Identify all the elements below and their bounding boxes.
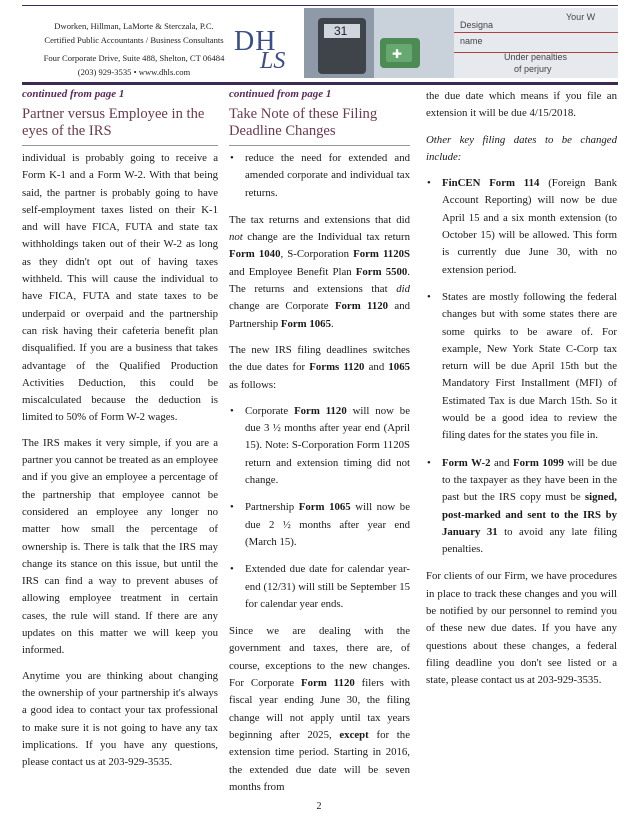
logo-top-letters: DH xyxy=(234,26,277,57)
firm-address: Four Corporate Drive, Suite 488, Shelton, CT 06484 xyxy=(43,53,225,64)
list-item: • States are mostly following the federal changes but with some states there are some quirks to be aware of. For example, New York State C-Corp tax return will be due April 15th but the Mandatory First Installment (MFI) of Estimated Tax is due March 15th. So it would be a good idea to review the filing dates for the states you file in. xyxy=(426,289,617,445)
bullet-list xyxy=(229,403,410,613)
article-title: Take Note of these Filing Deadline Changes xyxy=(229,106,378,139)
list-item: • Extended due date for calendar year-end (12/31) will still be September 15 for calendar year ends. xyxy=(229,561,410,613)
list-item: • FinCEN Form 114 (Foreign Bank Account Reporting) will now be due April 15 and a six month extension (to October 15) will be allowed. This form is currently due June 30, with no extension period. xyxy=(426,175,617,279)
continued-label: continued from page 1 xyxy=(22,88,125,100)
firm-info xyxy=(30,20,238,79)
paragraph: Since we are dealing with the government and taxes, there are, of course, exceptions to the new changes. For Corporate Form 1120 filers with fiscal year ending June 30, the filing change will not apply until tax years beginning after 2025, except for the extension time period. Starting in 2016, the extended due date will be seven months from xyxy=(229,625,410,793)
paragraph: Anytime you are thinking about changing the ownership of your partnership it's always a good idea to contact your tax professional to make sure it is not going to have any tax implications. If you have any questions, please contact us at 203-929-3535. xyxy=(22,669,218,769)
page-number: 2 xyxy=(316,801,322,812)
photo-text-3: Under penalties xyxy=(504,52,568,62)
header-bottom-rule xyxy=(22,82,618,85)
list-item: • Corporate Form 1120 will now be due 3 ½ months after year end (April 15). Note: S-Corporation Form 1120S return and extension timing did not change. xyxy=(229,403,410,489)
photo-text-2: name xyxy=(460,36,483,46)
photo-text-5: Your W xyxy=(566,12,596,22)
firm-name: Dworken, Hillman, LaMorte & Sterczala, P.C. xyxy=(54,21,214,31)
paragraph: individual is probably going to receive a Form K-1 and a Form W-2. With that being said, the partner is probably going to have self-employment taxes listed on their K-1 and will have FICA, FUTA and state tax withholdings taken out of their W-2 as long as they didn't opt out of having taxes withheld. This will cause the individual to have FICA, FUTA and state taxes to be underpaid or overpaid and the partnership can risk having their cafeteria benefit plan disqualified. If you are a business that takes advantage of the Qualified Production Activities Deduction, this could be miscalculated because the deduction is limited to 50% of Form W-2 wages. xyxy=(22,152,218,424)
paragraph: For clients of our Firm, we have procedures in place to track these changes and you will be notified by our personnel to remind you of these new due dates. If you have any questions about these changes, a federal filing deadline you don't see listed or a state, please contact us at 203-929-3535. xyxy=(426,570,617,687)
tax-forms-photo-art xyxy=(304,8,618,78)
list-item: • reduce the need for extended and amended corporate and individual tax returns. xyxy=(229,150,410,202)
bullet-list xyxy=(229,150,410,202)
photo-text-4: of perjury xyxy=(514,64,552,74)
paragraph: The tax returns and extensions that did not change are the Individual tax return Form 1040, S-Corporation Form 1120S and Employee Benefit Plan Form 5500. The returns and extensions that did change are Corporate Form 1120 and Partnership Form 1065. xyxy=(229,213,410,330)
tax-forms-photo xyxy=(304,8,618,78)
page-header xyxy=(22,0,618,85)
paragraph: the due date which means if you file an extension it will be due 4/15/2018. xyxy=(426,90,617,120)
firm-contact: (203) 929-3535 • www.dhls.com xyxy=(77,66,191,77)
svg-text:✚: ✚ xyxy=(392,47,403,61)
article-title: Partner versus Employee in the eyes of the IRS xyxy=(22,106,205,139)
title-rule xyxy=(22,145,218,146)
header-top-rule xyxy=(22,5,618,6)
calculator-display: 31 xyxy=(334,24,348,38)
list-item: • Partnership Form 1065 will now be due 2 ½ months after year end (March 15). xyxy=(229,499,410,551)
firm-logo xyxy=(230,22,308,76)
continued-label: continued from page 1 xyxy=(229,88,332,100)
firm-description: Certified Public Accountants / Business Consultants xyxy=(44,34,224,45)
logo-bottom-letters: LS xyxy=(260,48,286,74)
column-partner-article xyxy=(22,88,218,779)
photo-text-1: Designa xyxy=(460,20,494,30)
paragraph: The new IRS filing deadlines switches the due dates for Forms 1120 and 1065 as follows: xyxy=(229,343,410,391)
title-rule xyxy=(229,145,410,146)
paragraph: The IRS makes it very simple, if you are a partner you cannot be treated as an employee and if you give an employee a percentage of the partnership that employee cannot be considered an employee any longer no matter how small the percentage of ownership is. There is talk that the IRS may change its stance on this issue, but until the IRS can find a way to prevent abuses of allowing employee treatment in certain cases, the rule will stand. If there are any updates on this matter we will keep you informed. xyxy=(22,436,218,657)
column-deadline-article xyxy=(229,88,410,805)
list-item: • Form W-2 and Form 1099 will be due to the taxpayer as they have been in the past but the IRS copy must be signed, post-marked and sent to the IRS by January 31 to avoid any late filing penalties. xyxy=(426,455,617,559)
column-deadline-continued xyxy=(426,88,617,699)
bullet-list xyxy=(426,175,617,558)
paragraph-italic: Other key filing dates to be changed include: xyxy=(426,133,617,163)
